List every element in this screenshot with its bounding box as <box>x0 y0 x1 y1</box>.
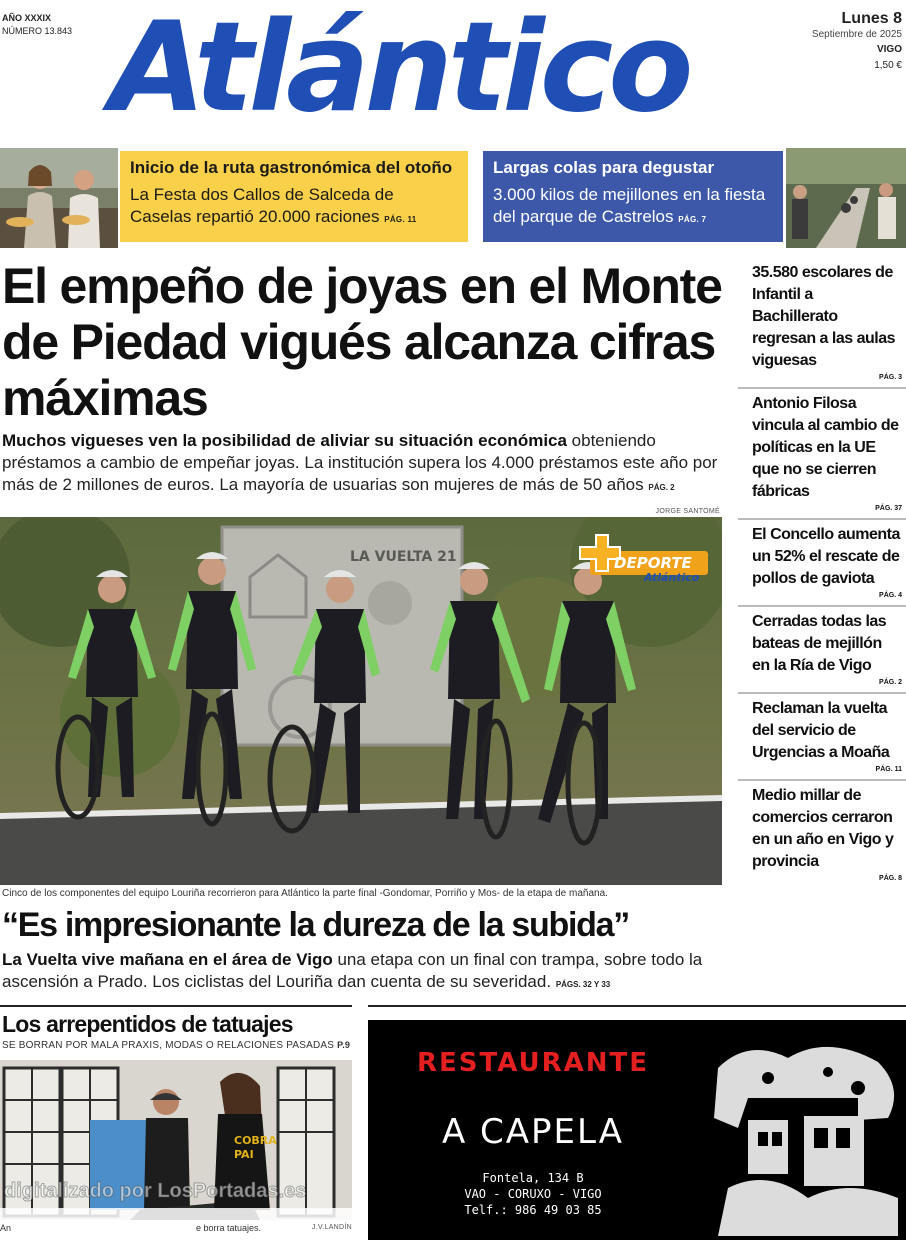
issue-number: NÚMERO 13.843 <box>2 26 73 36</box>
cycling-summary-bold1: La Vuelta vive mañana en <box>2 950 209 969</box>
digitization-watermark: digitalizado por LosPortadas.es <box>4 1180 307 1202</box>
svg-text:PAI: PAI <box>234 1148 254 1161</box>
tattoo-subheadline-text: SE BORRAN POR MALA PRAXIS, MODAS O RELACIONES PASADAS <box>2 1040 335 1051</box>
monument-inscription: LA VUELTA 21 <box>350 549 457 565</box>
deporte-badge-sublabel: Atlántico <box>644 571 700 584</box>
tattoo-headline[interactable]: Los arrepentidos de tatuajes <box>2 1011 293 1037</box>
cyclists-photo-image <box>0 517 722 885</box>
main-headline[interactable]: El empeño de joyas en el Monte de Piedad vigués alcanza cifras máximas <box>2 258 722 426</box>
brief-item[interactable] <box>738 518 906 605</box>
edition-info <box>2 12 72 38</box>
brief-page: PÁG. 37 <box>875 505 902 512</box>
ad-restaurant-name: A CAPELA <box>441 1112 625 1152</box>
restaurant-advertisement[interactable] <box>368 1020 906 1240</box>
teaser-callos-body: La Festa dos Callos de Salceda de Caselas repartió 20.000 raciones <box>130 185 394 226</box>
ad-address: Fontela, 134 B <box>482 1171 584 1185</box>
mussels-photo-thumbnail[interactable] <box>786 148 906 248</box>
brief-page: PÁG. 8 <box>879 875 902 882</box>
tattoo-caption-start: An <box>0 1223 12 1233</box>
teaser-mejillones-body: 3.000 kilos de mejillones en la fiesta del parque de Castrelos <box>493 185 766 226</box>
main-lead-bold: Muchos vigueses ven la posibilidad de aliviar su situación económica <box>2 431 567 450</box>
teaser-callos-festival[interactable] <box>120 151 468 242</box>
ad-building-illustration <box>708 1028 904 1236</box>
brief-title: Antonio Filosa vincula al cambio de políticas en la UE que no se cierren fábricas <box>752 395 899 500</box>
teaser-mejillones-headline: Largas colas para degustar <box>493 158 715 177</box>
sidebar-briefs <box>738 258 906 888</box>
cycling-summary <box>2 949 720 996</box>
brief-title: El Concello aumenta un 52% el rescate de pollos de gaviota <box>752 526 900 587</box>
cycling-summary-bold2: el área de Vigo <box>213 950 333 969</box>
brief-page: PÁG. 3 <box>879 374 902 381</box>
brief-item[interactable] <box>738 605 906 692</box>
teaser-mejillones-page: PÁG. 7 <box>678 215 707 224</box>
brief-item[interactable] <box>738 387 906 518</box>
cycling-quote-headline[interactable]: “Es impresionante la dureza de la subida” <box>2 906 629 944</box>
brief-title: Medio millar de comercios cerraron en un año en Vigo y provincia <box>752 787 894 870</box>
festival-photo-thumbnail[interactable] <box>0 148 118 248</box>
cycling-summary-page: PÁGS. 32 Y 33 <box>555 980 611 989</box>
edition-year: AÑO XXXIX <box>2 13 52 23</box>
tattoo-caption-end: e borra tatuajes. <box>196 1223 262 1233</box>
main-lead-page: PÁG. 2 <box>648 483 675 492</box>
festival-photo-image <box>0 148 118 248</box>
teaser-callos-headline: Inicio de la ruta gastronómica del otoño <box>130 158 453 177</box>
section-divider <box>0 1005 352 1007</box>
brief-title: Reclaman la vuelta del servicio de Urgencias a Moaña <box>752 700 890 761</box>
brief-item[interactable] <box>738 258 906 387</box>
mussels-photo-image <box>786 148 906 248</box>
issue-month-year: Septiembre de 2025 <box>811 29 902 40</box>
photo-caption: Cinco de los componentes del equipo Louriña recorrieron para Atlántico la parte final -Gondomar, Porriño y Mos- de la etapa de mañana. <box>2 888 608 899</box>
tattoo-page: P.9 <box>337 1040 351 1050</box>
photo-credit: JORGE SANTOMÉ <box>655 508 720 515</box>
newspaper-logo[interactable]: Atlántico <box>110 0 689 140</box>
brief-item[interactable] <box>738 692 906 779</box>
tattoo-subheadline <box>2 1040 350 1051</box>
main-lead-text: obteniendo préstamos a cambio de empeñar joyas. La institución supera los 4.000 préstamos este año por más de 2 millones de euros. La mayoría de usuarias son mujeres de más de 50 años <box>2 431 718 494</box>
cycling-summary-text: una etapa con un final con trampa, sobre todo la ascensión a Prado. Los ciclistas del Louriña dan cuenta de su severidad. <box>2 950 703 991</box>
tattoo-photo-credit: J.V.LANDÍN <box>311 1224 352 1231</box>
teaser-callos-page: PÁG. 11 <box>384 215 417 224</box>
brief-page: PÁG. 11 <box>875 766 902 773</box>
brief-title: 35.580 escolares de Infantil a Bachillerato regresan a las aulas viguesas <box>752 264 895 369</box>
issue-day: Lunes 8 <box>841 10 902 27</box>
ad-divider <box>368 1005 906 1007</box>
brief-page: PÁG. 2 <box>879 679 902 686</box>
ad-phone: Telf.: 986 49 03 85 <box>464 1203 602 1217</box>
brief-title: Cerradas todas las bateas de mejillón en la Ría de Vigo <box>752 613 887 674</box>
edition-city: VIGO <box>876 44 902 55</box>
ad-locality: VAO - CORUXO - VIGO <box>464 1187 602 1201</box>
teaser-mejillones-festival[interactable] <box>483 151 783 242</box>
ad-restaurant-label: RESTAURANTE <box>416 1048 650 1078</box>
svg-text:COBRA: COBRA <box>234 1134 277 1147</box>
main-lead <box>2 430 722 499</box>
brief-item[interactable] <box>738 779 906 888</box>
cyclists-photo[interactable] <box>0 517 722 885</box>
date-price-block <box>812 10 902 74</box>
cover-price: 1,50 € <box>874 60 902 71</box>
brief-page: PÁG. 4 <box>879 592 902 599</box>
deporte-badge-label: DEPORTE <box>614 554 692 572</box>
